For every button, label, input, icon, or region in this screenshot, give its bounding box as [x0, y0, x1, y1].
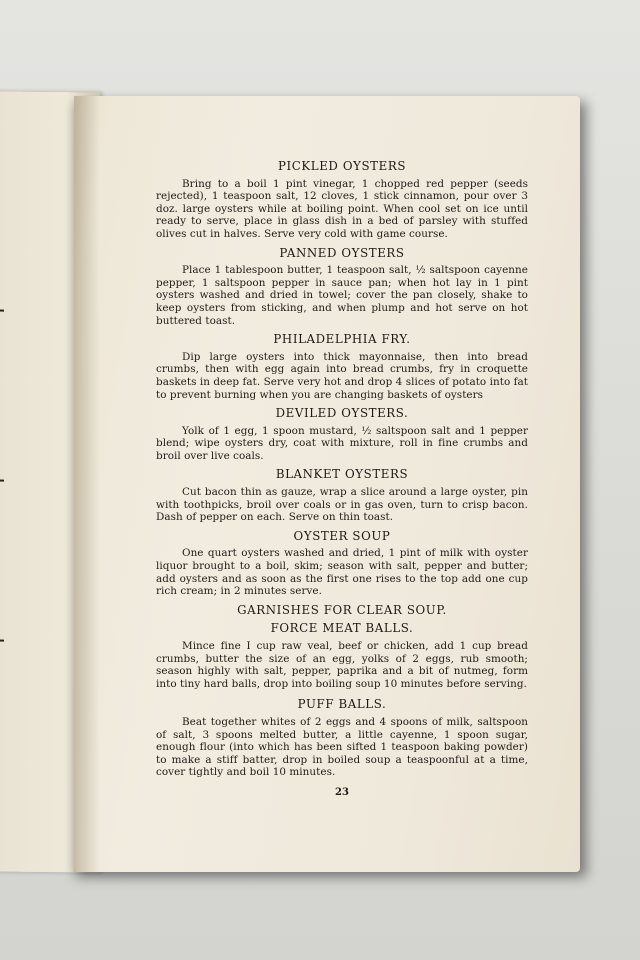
recipe-force-meat-balls	[156, 622, 528, 690]
recipe-body: Cut bacon thin as gauze, wrap a slice around a large oyster, pin with toothpicks, broil over coals or in gas oven, turn to crisp bacon. Dash of pepper on each. Serve on thin toast.	[156, 486, 528, 524]
recipe-body: Bring to a boil 1 pint vinegar, 1 chopped red pepper (seeds rejected), 1 teaspoon salt, 12 cloves, 1 stick cinnamon, pour over 3 doz. large oysters while at boiling point. When cool set on ice until ready to serve, place in glass dish in a bed of parsley with stuffed olives cut in halves. Serve very cold with game course.	[156, 177, 528, 240]
recipe-title: OYSTER SOUP	[293, 528, 391, 543]
left-page-mark	[0, 309, 4, 311]
recipe-blanket-oysters	[156, 468, 528, 523]
section-title: GARNISHES FOR CLEAR SOUP.	[237, 602, 447, 617]
recipe-body: Beat together whites of 2 eggs and 4 spoons of milk, saltspoon of salt, 3 spoons melted butter, a little cayenne, 1 spoon sugar, enough flour (into which has been sifted 1 teaspoon baking powder) to make a stiff batter, drop in boiled soup a teaspoonful at a time, cover tightly and boil 10 minutes.	[156, 715, 528, 779]
recipe-panned-oysters	[156, 247, 528, 328]
recipe-body: Dip large oysters into thick mayonnaise, then into bread crumbs, then with egg again into bread crumbs, fry in croquette baskets in deep fat. Serve very hot and drop 4 slices of potato into fat to prevent burning when you are changing baskets of oysters	[156, 350, 528, 401]
recipe-oyster-soup	[156, 530, 528, 598]
recipe-pickled-oysters	[156, 160, 528, 241]
left-page-mark	[0, 479, 4, 481]
recipe-body: Mince fine I cup raw veal, beef or chicken, add 1 cup bread crumbs, butter the size of an egg, yolks of 2 eggs, rub smooth; season highly with salt, pepper, paprika and a bit of nutmeg, form into tiny hard balls, drop into boiling soup 10 minutes before serving.	[156, 640, 528, 690]
recipe-deviled-oysters	[156, 407, 528, 462]
recipe-title: PANNED OYSTERS	[279, 245, 405, 260]
recipe-philadelphia-fry	[156, 333, 528, 401]
recipe-title: PUFF BALLS.	[297, 697, 387, 712]
page-number: 23	[334, 786, 350, 798]
recipe-title: BLANKET OYSTERS	[275, 467, 409, 482]
recipe-title: PHILADELPHIA FRY.	[273, 332, 411, 347]
recipe-title: DEVILED OYSTERS.	[275, 406, 409, 421]
recipe-body: Place 1 tablespoon butter, 1 teaspoon salt, ½ saltspoon cayenne pepper, 1 saltspoon pepper in sauce pan; when hot lay in 1 pint oysters washed and dried in towel; cover the pan closely, shake to keep oysters from sticking, and when plump and hot serve on hot buttered toast.	[156, 264, 528, 327]
recipe-puff-balls	[156, 698, 528, 779]
page-gutter	[74, 96, 100, 872]
recipe-title: FORCE MEAT BALLS.	[270, 621, 414, 636]
recipe-body: One quart oysters washed and dried, 1 pint of milk with oyster liquor brought to a boil, skim; season with salt, pepper and butter; add oysters and as soon as the first one rises to the top add one cup rich cream; in 2 minutes serve.	[156, 547, 528, 598]
recipe-title: PICKLED OYSTERS	[277, 159, 407, 173]
recipe-body: Yolk of 1 egg, 1 spoon mustard, ½ saltspoon salt and 1 pepper blend; wipe oysters dry, coat with mixture, roll in fine crumbs and broil over live coals.	[156, 424, 528, 462]
page-content	[156, 160, 528, 800]
left-page-mark	[0, 639, 4, 641]
